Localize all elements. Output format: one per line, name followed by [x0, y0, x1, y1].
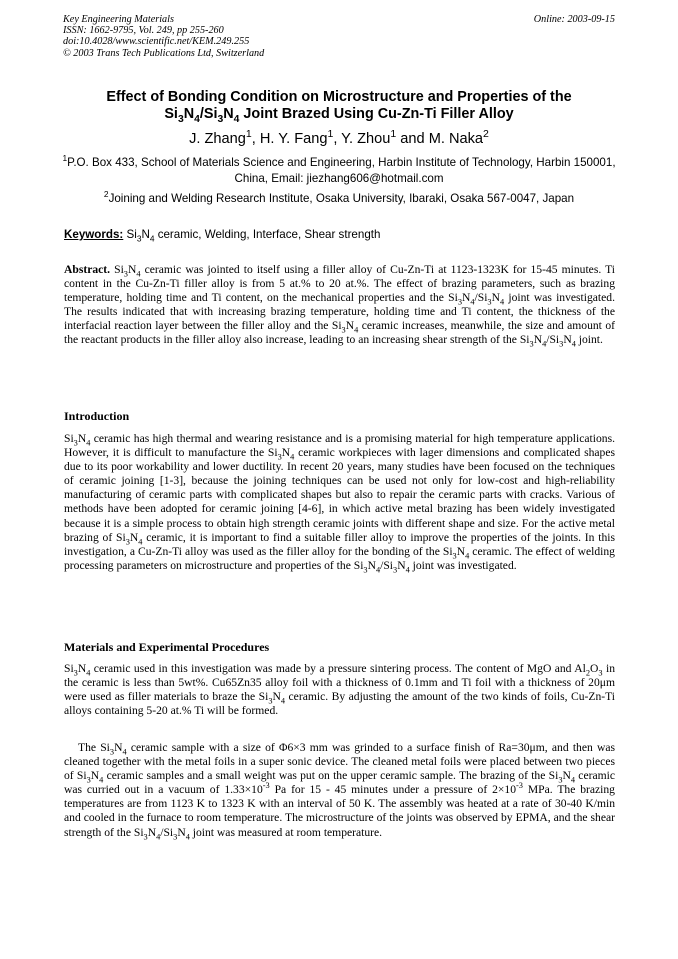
- in-t4s1: 3: [452, 551, 457, 561]
- aff1-text: P.O. Box 433, School of Materials Science and Engineering, Harbin Institute of Technology, Harbin 150001, China, Email: jiezhang606@hotmail.com: [67, 156, 616, 185]
- ab-p5s2: 4: [542, 339, 547, 349]
- ma-b6: MPa. The brazing temperatures are from 1123 K to 1323 K with an interval of 50 K. The assembly was heated at a rate of 30-40 K/min and cooled in the furnace to room temperature. The microstructure of the joints was observed by EPMA, and the shear strength of the Si: [64, 783, 615, 839]
- ma-b7n: N: [177, 825, 186, 839]
- copyright: © 2003 Trans Tech Publications Ltd, Switzerland: [63, 47, 265, 59]
- ma-b2: ceramic sample with a size of Φ6×3 mm was grinded to a surface finish of Ra=30μm, and then was cleaned together with the metal foils in a super sonic device. The cleaned metal foils were placed between two pieces of Si: [64, 741, 616, 783]
- in-t1s1: 3: [73, 438, 78, 448]
- ab-p3s2: 4: [499, 297, 505, 307]
- ma-b8: joint was measured at room temperature.: [189, 825, 383, 839]
- ma-b1: The Si: [78, 741, 110, 754]
- kw-rest: ceramic, Welding, Interface, Shear strength: [154, 228, 381, 241]
- author-3-sup: 1: [390, 128, 397, 141]
- ma-b5sup: -3: [516, 781, 523, 791]
- ma-b7s1: 3: [173, 831, 178, 841]
- ab-p1n: N: [127, 263, 137, 276]
- in-t3s2: 4: [138, 536, 143, 546]
- in-t4: ceramic, it is important to find a suitable filler alloy to improve the properties of the joints. In this investigation, a Cu-Zn-Ti alloy was used as the filler alloy for the bonding of the Si: [64, 530, 616, 558]
- ma-b1s1: 3: [109, 747, 115, 757]
- ma-b3s2: 4: [570, 775, 576, 785]
- in-t2s2: 4: [290, 452, 295, 462]
- in-t3: ceramic workpieces with lager dimensions and complicated shapes due to its poor workability and lower ductility. In recent 20 years, many studies have been focused on the techniques of ceramic joining [1-3], because the joining techniques can be used not only for low-cost and high-reliability manufacturing of ceramic parts with complicated shapes but also to repair the ceramic parts with cracks. Various of methods have been adopted for ceramic joining [4-6], in which active metal brazing has been widely investigated because it is a simple process to obtain high strength ceramic joints with different shape and size. For the active metal brazing of Si: [64, 446, 615, 544]
- ma-a3n: N: [272, 690, 281, 704]
- kw-n: N: [141, 228, 150, 241]
- affiliation-2: [62, 191, 616, 207]
- ab-p6: /Si: [546, 333, 560, 347]
- t-sub4: 4: [233, 113, 240, 125]
- ma-a1s1: 3: [73, 668, 78, 678]
- in-t2s1: 3: [277, 452, 282, 462]
- in-t3s1: 3: [125, 536, 130, 546]
- in-t7: joint was investigated.: [409, 558, 517, 572]
- ab-p1s2: 4: [136, 269, 141, 279]
- ma-b7: /Si: [160, 825, 174, 839]
- t-rest: Joint Brazed Using Cu-Zn-Ti Filler Alloy: [239, 106, 514, 122]
- aff2-text: Joining and Welding Research Institute, Osaka University, Ibaraki, Osaka 567-0047, Japan: [108, 192, 575, 205]
- ma-a1: Si: [64, 662, 74, 675]
- kw-sub2: 4: [149, 233, 155, 244]
- affiliation-1: [62, 155, 616, 186]
- t-sub1: 3: [177, 113, 184, 125]
- ma-b1n: N: [114, 741, 123, 754]
- t-sub2: 4: [194, 113, 200, 125]
- ab-p4n: N: [345, 319, 355, 333]
- in-t4s2: 4: [465, 551, 470, 561]
- ma-a2s1: 2: [585, 668, 591, 678]
- journal-name: Key Engineering Materials: [63, 14, 174, 25]
- ma-a3s2: 4: [280, 696, 286, 706]
- author-2: , H. Y. Fang: [251, 131, 328, 147]
- in-t3n: N: [129, 530, 139, 544]
- online-date: Online: 2003-09-15: [533, 14, 615, 25]
- in-t5n: N: [367, 558, 376, 572]
- ma-b6s1: 3: [143, 831, 148, 841]
- ma-b2n: N: [90, 769, 100, 783]
- ab-p4s2: 4: [354, 325, 359, 335]
- in-t4n: N: [456, 544, 466, 558]
- materials-para-2: [64, 741, 615, 840]
- ab-p3s1: 3: [487, 297, 492, 307]
- keywords-label: Keywords:: [64, 228, 124, 241]
- kw-si: Si: [123, 228, 137, 241]
- ma-a1s2: 4: [86, 668, 91, 678]
- paper-title: [40, 89, 638, 123]
- introduction-body: [64, 432, 615, 573]
- ab-p3: /Si: [474, 291, 488, 305]
- ab-p6s1: 3: [559, 339, 564, 349]
- t-sub3: 3: [217, 113, 224, 125]
- ma-a2s2: 3: [598, 668, 603, 678]
- keywords: [64, 227, 616, 242]
- author-2-sup: 1: [327, 128, 334, 141]
- t-n: N: [183, 106, 195, 122]
- ma-b1s2: 4: [122, 747, 127, 757]
- ma-a1n: N: [77, 662, 87, 675]
- in-t5: ceramic. The effect of welding processing parameters on microstructure and properties of the Si: [64, 544, 615, 572]
- ma-b2s1: 3: [86, 775, 91, 785]
- in-t1: Si: [64, 432, 74, 445]
- ma-b6s2: 4: [156, 831, 161, 841]
- abstract-label: Abstract.: [64, 263, 111, 276]
- ma-a3: in the ceramic is less than 5wt%. Cu65Zn35 alloy foil with a thickness of 0.1mm and Ti foil with a thickness of 20μm were used as filler materials to braze the Si: [64, 662, 615, 704]
- ab-p1s1: 3: [123, 269, 128, 279]
- ab-p1: Si: [110, 263, 124, 276]
- ab-p7: joint.: [575, 333, 603, 347]
- ma-a3s1: 3: [268, 696, 273, 706]
- introduction-heading: Introduction: [64, 409, 130, 423]
- title-line-2: [40, 106, 638, 123]
- ma-a2: ceramic used in this investigation was made by a pressure sintering process. The content of MgO and Al: [90, 662, 586, 675]
- t-si: Si: [164, 106, 178, 122]
- in-t6s2: 4: [405, 565, 410, 575]
- author-3: , Y. Zhou: [333, 131, 391, 147]
- author-1-sup: 1: [245, 128, 252, 141]
- aff1-sup: 1: [62, 153, 68, 164]
- ma-a4: ceramic. By adjusting the amount of the two kinds of foils, Cu-Zn-Ti alloys containing 5-20 at.% Ti will be formed.: [64, 690, 616, 718]
- ab-p5n: N: [533, 333, 543, 347]
- in-t6s1: 3: [393, 565, 398, 575]
- author-4-sup: 2: [483, 128, 489, 141]
- ab-p2: ceramic was jointed to itself using a filler alloy of Cu-Zn-Ti at 1123-1323K for 15-45 minutes. Ti content in the Cu-Zn-Ti filler alloy is from 5 at.% to 20 at.%. The effect of brazing parameters, such as brazing temperature, holding time and Ti content, on the mechanical properties and the Si: [64, 263, 615, 305]
- materials-heading: Materials and Experimental Procedures: [64, 640, 270, 654]
- in-t2: ceramic has high thermal and wearing resistance and is a promising material for high temperature applications. However, it is difficult to manufacture the Si: [64, 432, 615, 460]
- in-t1n: N: [77, 432, 87, 445]
- ab-p4: joint was investigated. The results indicated that with increasing brazing temperature, holding time and Ti content, the thickness of the interfacial reaction layer between the filler alloy and the Si: [64, 291, 615, 333]
- ab-p3n: N: [491, 291, 500, 305]
- abstract: [64, 263, 615, 348]
- in-t6n: N: [397, 558, 406, 572]
- ab-p5s1: 3: [529, 339, 534, 349]
- ab-p2n: N: [461, 291, 471, 305]
- kw-sub1: 3: [136, 233, 142, 244]
- issn: ISSN: 1662-9795, Vol. 249, pp 255-260: [63, 25, 224, 37]
- ma-b7s2: 4: [185, 831, 190, 841]
- title-line-1: Effect of Bonding Condition on Microstructure and Properties of the: [106, 89, 572, 105]
- ab-p5: ceramic increases, meanwhile, the size and amount of the reactant products in the filler alloy also increase, leading to an increasing shear strength of the Si: [64, 319, 615, 347]
- ma-b5: Pa for 15 - 45 minutes under a pressure of 2×10: [269, 783, 517, 797]
- ma-b3s1: 3: [558, 775, 563, 785]
- ma-b6n: N: [147, 825, 157, 839]
- materials-para-1: [64, 662, 615, 718]
- doi: doi:10.4028/www.scientific.net/KEM.249.255: [63, 36, 250, 48]
- t-n2: N: [223, 106, 234, 122]
- ma-a2o: O: [590, 662, 599, 675]
- journal-header: [63, 14, 615, 59]
- t-slash: /Si: [199, 106, 218, 122]
- in-t5s1: 3: [363, 565, 368, 575]
- ab-p2s1: 3: [457, 297, 462, 307]
- in-t5s2: 4: [375, 565, 381, 575]
- ab-p6n: N: [563, 333, 572, 347]
- author-1: J. Zhang: [189, 131, 246, 147]
- ma-b4sup: -3: [262, 781, 270, 791]
- ma-b3n: N: [562, 769, 571, 783]
- ma-b3: ceramic samples and a small weight was put on the upper ceramic sample. The brazing of the Si: [103, 769, 559, 783]
- aff2-sup: 2: [103, 189, 109, 200]
- in-t2n: N: [281, 446, 291, 460]
- ab-p4s1: 3: [341, 325, 346, 335]
- authors: [40, 130, 638, 148]
- in-t6: /Si: [380, 558, 394, 572]
- author-4: and M. Naka: [396, 131, 484, 147]
- ma-b4: ceramic was curried out in a vacuum of 1.33×10: [64, 769, 615, 797]
- ab-p6s2: 4: [571, 339, 576, 349]
- ab-p2s2: 4: [470, 297, 475, 307]
- in-t1s2: 4: [86, 438, 91, 448]
- ma-b2s2: 4: [99, 775, 104, 785]
